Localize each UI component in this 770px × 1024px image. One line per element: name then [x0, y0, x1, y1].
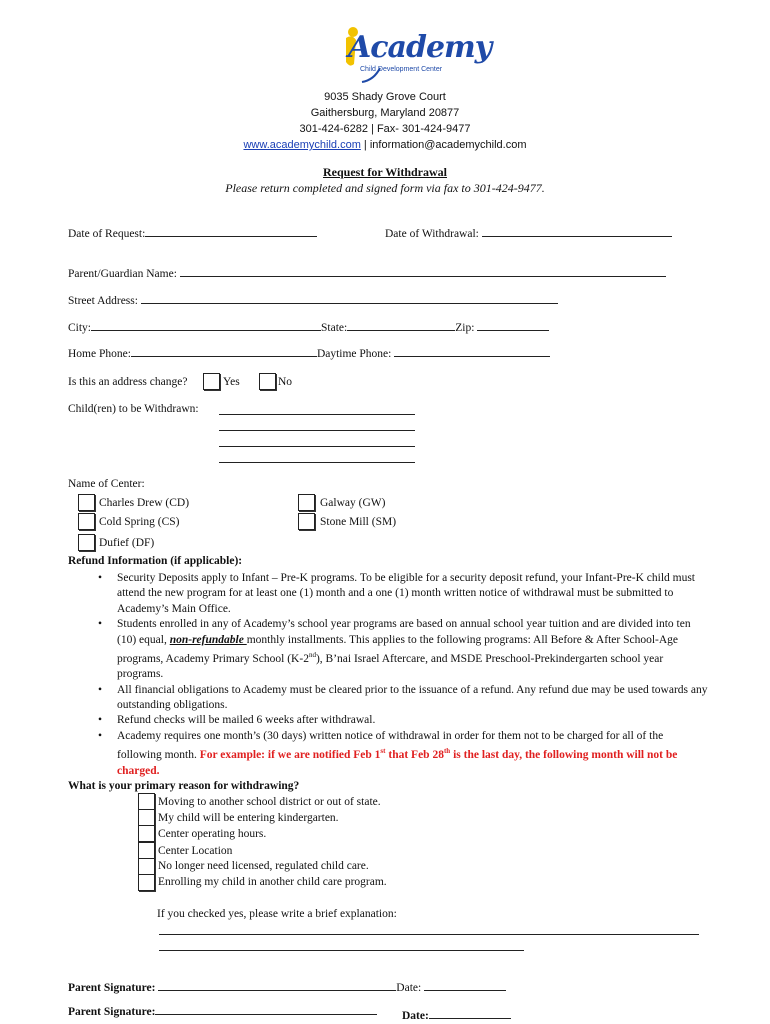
- explanation-line-1[interactable]: [159, 924, 699, 935]
- reason-moving-checkbox[interactable]: [138, 793, 155, 810]
- date-of-request-field[interactable]: [145, 226, 317, 237]
- explanation-label: If you checked yes, please write a brief explanation:: [157, 908, 397, 920]
- address-line-2: Gaithersburg, Maryland 20877: [310, 107, 460, 119]
- signature-date-field-2[interactable]: [429, 1008, 511, 1019]
- center-df-label: Dufief (DF): [99, 537, 155, 549]
- reason-location-label: Center Location: [158, 845, 233, 857]
- contact-line: [0, 139, 770, 151]
- center-cs-label: Cold Spring (CS): [99, 516, 180, 528]
- address-line-1: 9035 Shady Grove Court: [324, 91, 446, 103]
- state-field[interactable]: [347, 320, 455, 331]
- center-gw-label: Galway (GW): [320, 497, 386, 509]
- child-4-field[interactable]: [219, 452, 415, 463]
- parent-signature-label-1: Parent Signature:: [68, 982, 156, 994]
- no-label: No: [278, 376, 293, 388]
- center-label: Name of Center:: [68, 478, 145, 490]
- child-2-field[interactable]: [219, 420, 415, 431]
- parent-signature-field-2[interactable]: [155, 1004, 377, 1015]
- address-change-no-checkbox[interactable]: [259, 373, 276, 390]
- reason-hours-checkbox[interactable]: [138, 825, 155, 842]
- daytime-phone-field[interactable]: [394, 346, 550, 357]
- center-df-checkbox[interactable]: [78, 534, 95, 551]
- explanation-line-2[interactable]: [159, 940, 524, 951]
- parent-signature-label-2: Parent Signature:: [68, 1006, 156, 1018]
- academy-logo: [340, 24, 492, 84]
- child-3-field[interactable]: [219, 436, 415, 447]
- reason-other-program-label: Enrolling my child in another child care program.: [158, 876, 387, 888]
- date-label-1: Date:: [396, 982, 422, 994]
- phone-fax: 301-424-6282 | Fax- 301-424-9477: [299, 123, 471, 135]
- signature-date-field-1[interactable]: [424, 980, 506, 991]
- reason-other-program-checkbox[interactable]: [138, 874, 155, 891]
- zip-field[interactable]: [477, 320, 549, 331]
- zip-label: Zip:: [455, 322, 475, 334]
- reason-kindergarten-checkbox[interactable]: [138, 809, 155, 826]
- signature-row-2: [68, 1004, 377, 1018]
- reason-heading: What is your primary reason for withdrawing?: [68, 780, 300, 792]
- city-state-zip-row: [68, 320, 549, 334]
- center-cd-checkbox[interactable]: [78, 494, 95, 511]
- form-subtitle: Please return completed and signed form via fax to 301-424-9477.: [225, 181, 545, 195]
- reason-kindergarten-label: My child will be entering kindergarten.: [158, 812, 339, 824]
- street-row: [68, 293, 558, 307]
- state-label: State:: [321, 322, 348, 334]
- parent-name-field[interactable]: [180, 266, 666, 277]
- parent-signature-field-1[interactable]: [158, 980, 396, 991]
- refund-bullet-2: • Students enrolled in any of Academy’s school year programs are based on annual school year tuition and are divided into ten (10) equal, non-refundable monthly installments. This applies to the following programs: All Before & After School-Age programs, Academy Primary School (K-2nd), B’nai Israel Aftercare, and MSDE Preschool-Prekindergarten school year programs.: [68, 617, 708, 682]
- refund-heading: Refund Information (if applicable):: [68, 555, 243, 567]
- date-of-withdrawal-label: Date of Withdrawal:: [385, 228, 479, 240]
- signature-date-row-2: [402, 1008, 511, 1022]
- phone-row: [68, 346, 550, 360]
- center-sm-checkbox[interactable]: [298, 513, 315, 530]
- parent-name-label: Parent/Guardian Name:: [68, 268, 177, 280]
- form-title: Request for Withdrawal: [322, 165, 447, 179]
- center-gw-checkbox[interactable]: [298, 494, 315, 511]
- parent-name-row: [68, 266, 666, 280]
- city-field[interactable]: [91, 320, 321, 331]
- center-sm-label: Stone Mill (SM): [320, 516, 397, 528]
- date-label-2: Date:: [402, 1010, 429, 1022]
- city-label: City:: [68, 322, 92, 334]
- daytime-phone-label: Daytime Phone:: [316, 348, 392, 360]
- refund-bullet-5: • Academy requires one month’s (30 days) written notice of withdrawal in order for them not to be charged for all of the following month. For example: if we are notified Feb 1st that Feb 28th is the last day, the following month will not be charged.: [68, 729, 708, 779]
- home-phone-label: Home Phone:: [68, 348, 131, 360]
- reason-no-care-label: No longer need licensed, regulated child care.: [158, 860, 369, 872]
- logo-wordmark: Academy: [348, 30, 492, 65]
- refund-bullet-1: • Security Deposits apply to Infant – Pre-K programs. To be eligible for a security deposit refund, your Infant-Pre-K child must attend the new program for at least one (1) month and a one (1) month written notice of withdrawal must be submitted to Academy’s Main Office.: [68, 571, 708, 617]
- child-1-field[interactable]: [219, 404, 415, 415]
- date-of-request-row: [68, 226, 317, 240]
- reason-no-care-checkbox[interactable]: [138, 858, 155, 875]
- refund-list: [68, 571, 708, 779]
- center-cs-checkbox[interactable]: [78, 513, 95, 530]
- children-label: Child(ren) to be Withdrawn:: [68, 403, 199, 415]
- date-of-withdrawal-field[interactable]: [482, 226, 672, 237]
- website-link[interactable]: www.academychild.com: [243, 139, 361, 151]
- reason-moving-label: Moving to another school district or out of state.: [158, 796, 381, 808]
- email-text: | information@academychild.com: [360, 139, 527, 151]
- refund-bullet-3: • All financial obligations to Academy must be cleared prior to the issuance of a refund. Any refund due may be used towards any outstanding obligations.: [68, 683, 708, 714]
- reason-hours-label: Center operating hours.: [158, 828, 267, 840]
- home-phone-field[interactable]: [131, 346, 317, 357]
- signature-row-1: [68, 980, 506, 994]
- logo-subtext: Child Development Center: [360, 66, 443, 73]
- street-label: Street Address:: [68, 295, 138, 307]
- refund-bullet-4: • Refund checks will be mailed 6 weeks after withdrawal.: [68, 713, 708, 728]
- street-field[interactable]: [141, 293, 558, 304]
- address-change-label: Is this an address change?: [68, 376, 188, 388]
- date-of-request-label: Date of Request:: [68, 228, 146, 240]
- center-cd-label: Charles Drew (CD): [99, 497, 190, 509]
- reason-location-checkbox[interactable]: [138, 842, 155, 859]
- date-of-withdrawal-row: [385, 226, 672, 240]
- yes-label: Yes: [223, 376, 240, 388]
- address-change-yes-checkbox[interactable]: [203, 373, 220, 390]
